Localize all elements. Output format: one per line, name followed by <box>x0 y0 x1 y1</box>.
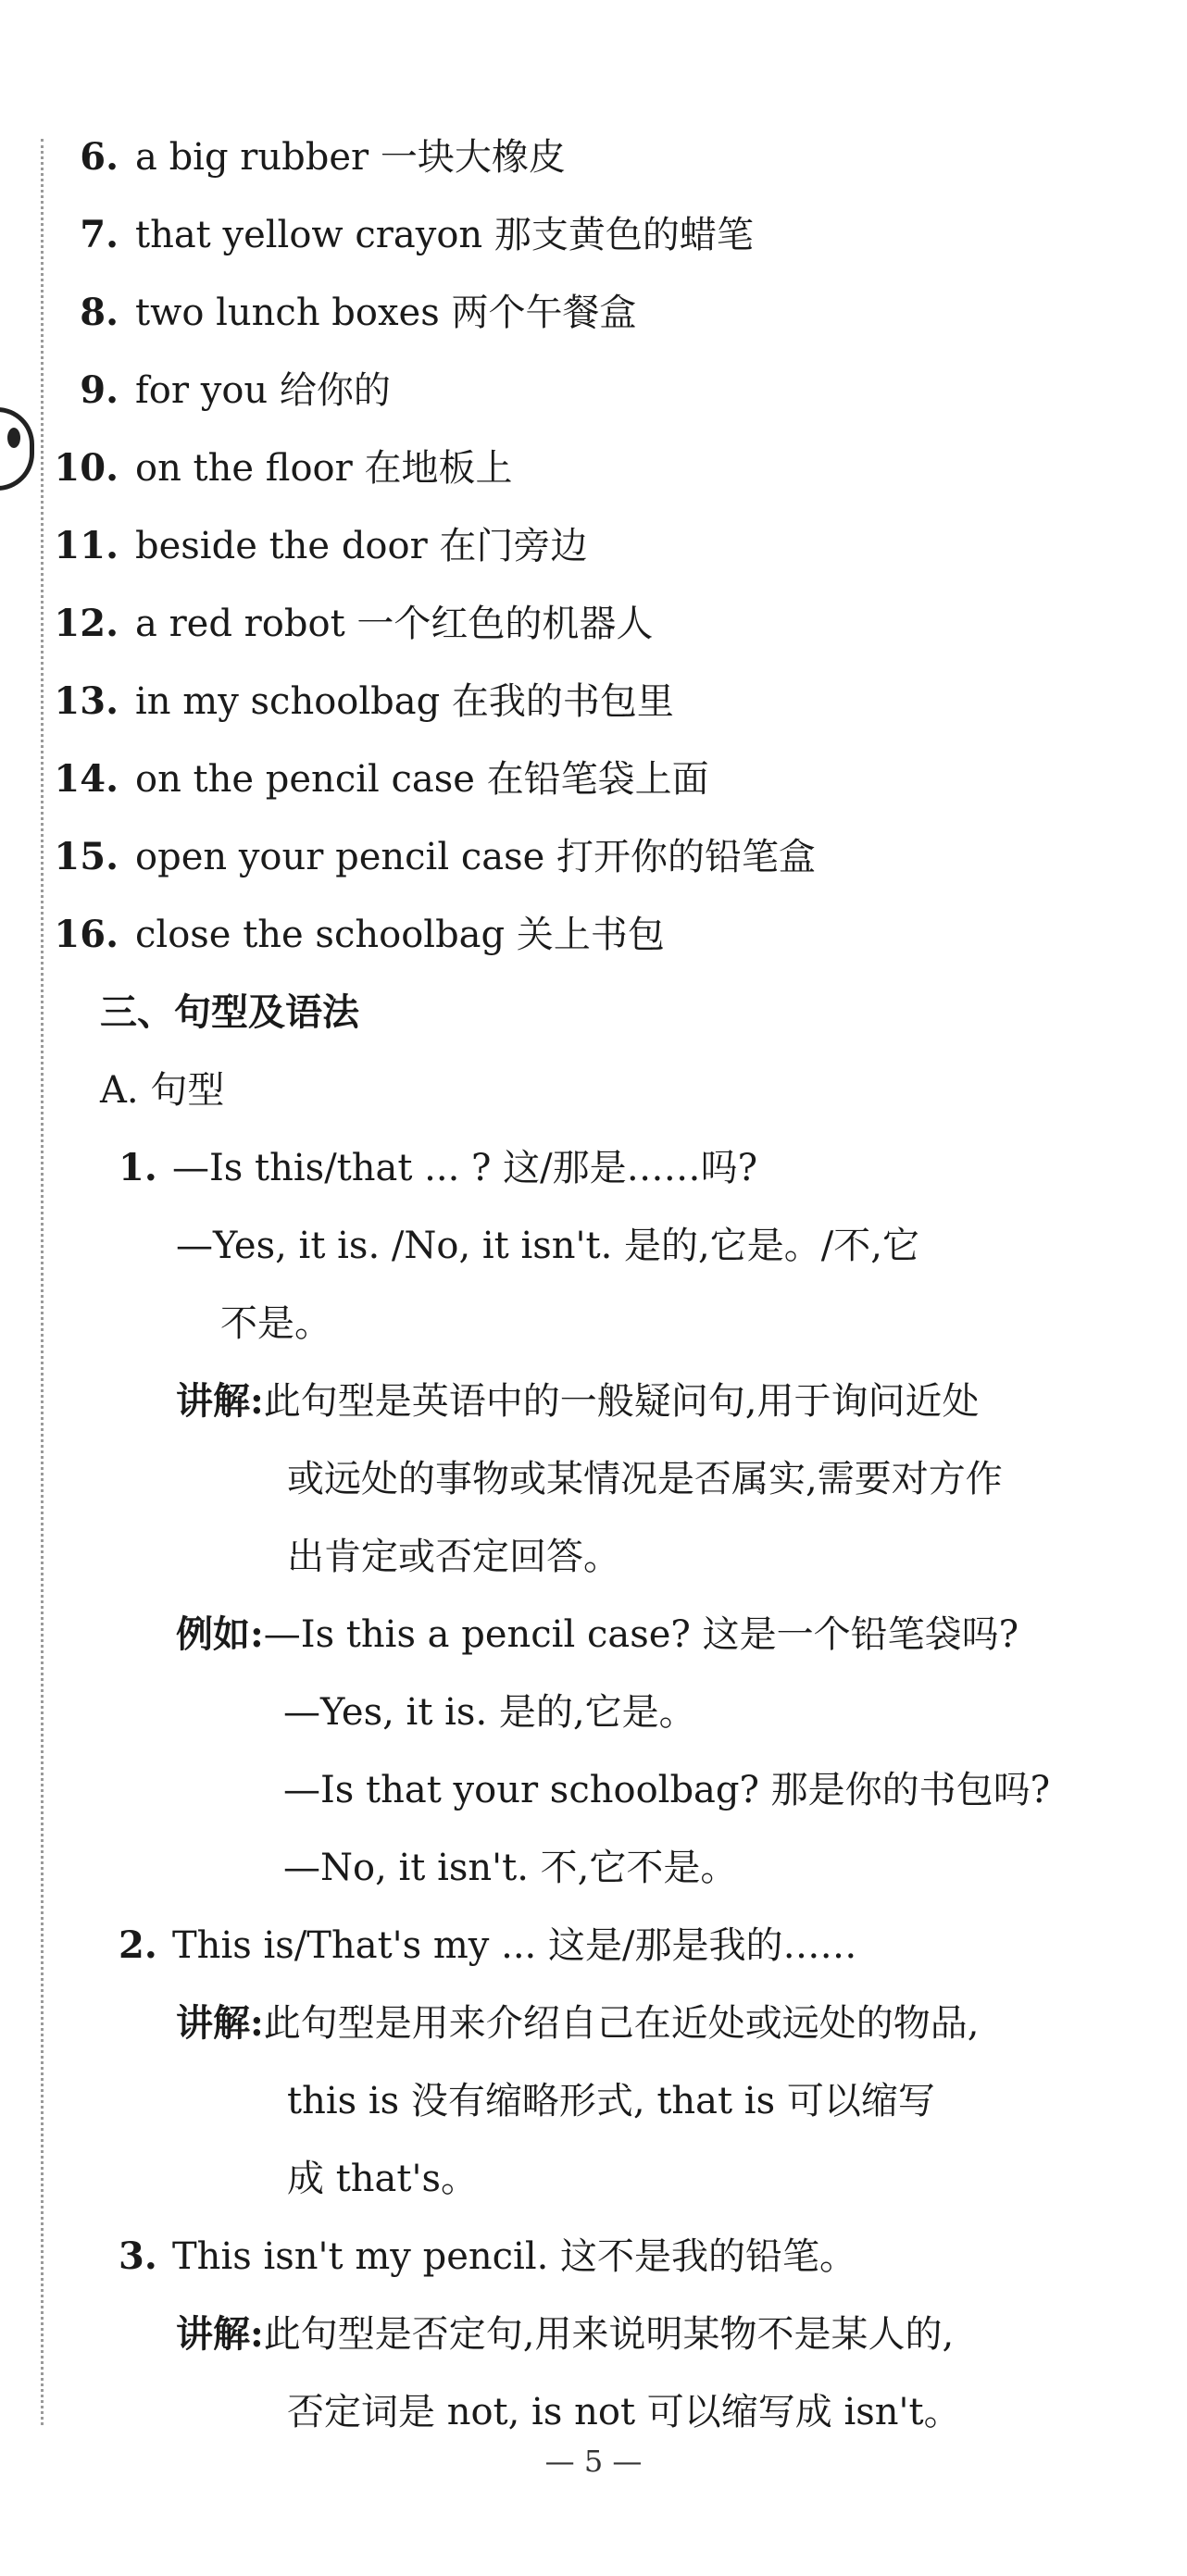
vocab-item: 10. on the floor 在地板上 <box>54 446 513 490</box>
edge-bracket-icon <box>0 407 34 491</box>
vocab-item: 14. on the pencil case 在铅笔袋上面 <box>54 757 709 801</box>
pattern-1-explanation: 讲解:此句型是英语中的一般疑问句,用于询问近处 <box>176 1379 980 1423</box>
pattern-1-example-line: —Is that your schoolbag? 那是你的书包吗? <box>283 1769 1051 1811</box>
pattern-1-answer-cont: 不是。 <box>220 1302 331 1345</box>
pattern-3-explanation: 讲解:此句型是否定句,用来说明某物不是某人的, <box>176 2312 955 2356</box>
pattern-2-explanation-line: this is 没有缩略形式, that is 可以缩写 <box>287 2080 935 2122</box>
vocab-item: 16. close the schoolbag 关上书包 <box>54 913 665 956</box>
pattern-1-explanation-line: 或远处的事物或某情况是否属实,需要对方作 <box>287 1458 1003 1500</box>
pattern-1-explanation-line: 出肯定或否定回答。 <box>287 1536 620 1578</box>
vocab-item: 12. a red robot 一个红色的机器人 <box>54 602 654 645</box>
vocab-item: 9. for you 给你的 <box>80 368 391 412</box>
pattern-1-example-line: —Yes, it is. 是的,它是。 <box>283 1691 696 1734</box>
pattern-1-example-line: —No, it isn't. 不,它不是。 <box>283 1847 738 1889</box>
vocab-item: 6. a big rubber 一块大橡皮 <box>80 135 566 179</box>
pattern-3: 3. This isn't my pencil. 这不是我的铅笔。 <box>119 2234 857 2278</box>
page-number: — 5 — <box>544 2444 643 2479</box>
vocab-item: 15. open your pencil case 打开你的铅笔盒 <box>54 835 817 878</box>
vocab-item: 13. in my schoolbag 在我的书包里 <box>54 679 674 723</box>
margin-dotted-line <box>41 139 44 2425</box>
pattern-1-example: 例如:—Is this a pencil case? 这是一个铅笔袋吗? <box>176 1612 1019 1656</box>
pattern-2: 2. This is/That's my ... 这是/那是我的…… <box>119 1923 857 1967</box>
vocab-item: 8. two lunch boxes 两个午餐盒 <box>80 291 637 334</box>
pattern-2-explanation: 讲解:此句型是用来介绍自己在近处或远处的物品, <box>176 2001 980 2045</box>
vocab-item: 11. beside the door 在门旁边 <box>54 524 588 567</box>
pattern-3-explanation-line: 否定词是 not, is not 可以缩写成 isn't。 <box>287 2391 961 2433</box>
pattern-2-explanation-line: 成 that's。 <box>287 2158 478 2200</box>
pattern-1-answer: —Yes, it is. /No, it isn't. 是的,它是。/不,它 <box>176 1225 919 1267</box>
edge-dot-icon <box>7 428 20 448</box>
section-title: 三、句型及语法 <box>100 990 359 1034</box>
pattern-1-question: 1. —Is this/that ... ? 这/那是……吗? <box>119 1146 758 1189</box>
subsection-title: A. 句型 <box>100 1069 225 1112</box>
vocab-item: 7. that yellow crayon 那支黄色的蜡笔 <box>80 213 754 256</box>
